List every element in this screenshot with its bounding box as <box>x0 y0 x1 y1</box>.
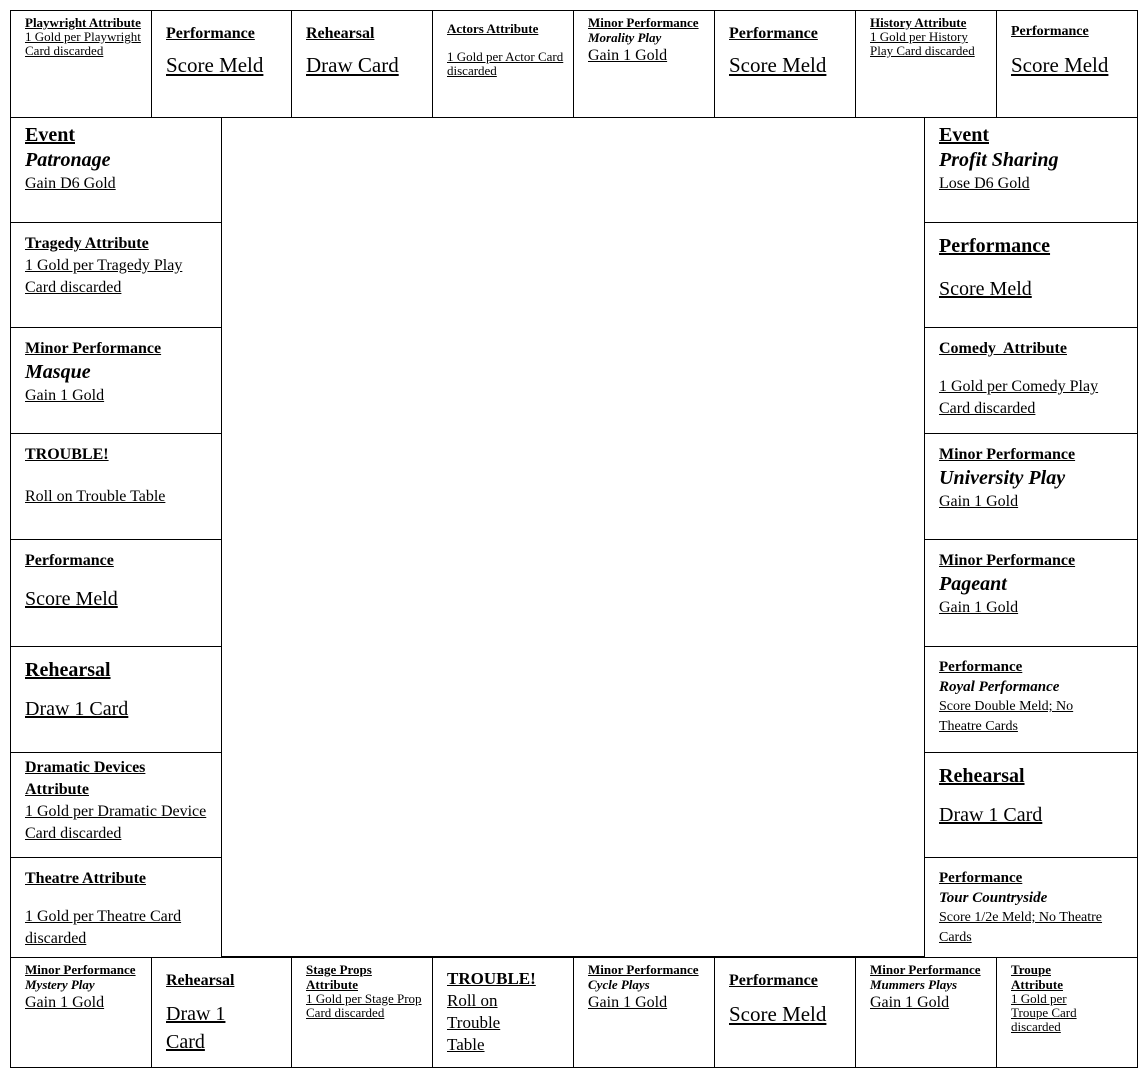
space-title: Performance <box>729 25 818 42</box>
space-title: Stage Props Attribute <box>306 962 372 992</box>
space-actors-attribute[interactable] <box>432 10 574 118</box>
space-subtitle: Morality Play <box>588 30 662 45</box>
space-desc: Gain 1 Gold <box>939 493 1019 510</box>
space-title: Actors Attribute <box>447 21 539 36</box>
space-desc: Draw Card <box>306 53 399 77</box>
space-subtitle: Mystery Play <box>25 977 95 992</box>
space-title: Performance <box>939 659 1023 675</box>
space-performance-left[interactable] <box>10 539 222 647</box>
space-desc: Draw 1 Card <box>939 804 1043 826</box>
space-desc: Score Meld <box>25 588 118 610</box>
space-royal-performance[interactable] <box>924 646 1138 753</box>
space-title: Event <box>25 124 75 146</box>
space-university-play[interactable] <box>924 433 1138 540</box>
space-title: Event <box>939 124 989 146</box>
space-desc: Score Meld <box>939 278 1032 300</box>
space-performance-top-2[interactable] <box>714 10 856 118</box>
space-desc: Score Meld <box>729 1002 827 1026</box>
space-title: Rehearsal <box>939 765 1025 787</box>
space-trouble-left[interactable] <box>10 433 222 540</box>
space-title: Troupe Attribute <box>1011 962 1063 992</box>
space-stage-props-attribute[interactable] <box>291 957 433 1068</box>
space-desc: Gain 1 Gold <box>939 599 1019 616</box>
space-desc: 1 Gold per Playwright Card discarded <box>25 29 141 58</box>
space-title: Performance <box>939 870 1023 886</box>
space-rehearsal-top[interactable] <box>291 10 433 118</box>
space-desc: 1 Gold per Theatre Card discarded <box>25 908 182 947</box>
space-desc: Gain 1 Gold <box>588 994 668 1011</box>
space-desc: 1 Gold per History Play Card discarded <box>870 29 975 58</box>
space-title: Performance <box>939 235 1051 257</box>
space-subtitle: Mummers Plays <box>870 977 958 992</box>
space-subtitle: Pageant <box>939 573 1007 595</box>
space-subtitle: Royal Performance <box>939 679 1060 695</box>
space-comedy-attribute[interactable] <box>924 327 1138 434</box>
space-title: Performance <box>25 552 114 569</box>
space-title: TROUBLE! <box>447 969 536 988</box>
space-performance-bottom[interactable] <box>714 957 856 1068</box>
space-rehearsal-left[interactable] <box>10 646 222 753</box>
space-trouble-bottom[interactable] <box>432 957 574 1068</box>
space-pageant[interactable] <box>924 539 1138 647</box>
space-subtitle: Cycle Plays <box>588 977 650 992</box>
space-morality-play[interactable] <box>573 10 715 118</box>
space-performance-right-1[interactable] <box>924 222 1138 328</box>
space-desc: Gain 1 Gold <box>870 994 950 1011</box>
space-subtitle: Masque <box>25 361 91 383</box>
space-title: Playwright Attribute <box>25 15 141 30</box>
space-troupe-attribute[interactable] <box>996 957 1138 1068</box>
space-desc: Gain 1 Gold <box>25 994 105 1011</box>
space-desc: Gain 1 Gold <box>25 387 105 404</box>
space-tour-countryside[interactable] <box>924 857 1138 958</box>
space-subtitle: Patronage <box>25 149 111 171</box>
space-desc: Lose D6 Gold <box>939 175 1030 192</box>
space-desc: Score Meld <box>1011 53 1109 77</box>
space-desc: Draw 1 Card <box>25 698 129 720</box>
space-title: Minor Performance <box>25 340 162 357</box>
space-mystery-play[interactable] <box>10 957 152 1068</box>
space-title: Comedy Attribute <box>939 340 1067 357</box>
space-desc: Gain 1 Gold <box>588 47 668 64</box>
space-title: Performance <box>729 972 818 989</box>
space-title: Minor Performance <box>25 962 136 977</box>
space-title: Minor Performance <box>588 15 699 30</box>
space-title: Minor Performance <box>939 446 1076 463</box>
space-title: Rehearsal <box>25 659 111 681</box>
space-title: Rehearsal <box>166 972 235 989</box>
board-center <box>221 117 925 957</box>
space-rehearsal-right[interactable] <box>924 752 1138 858</box>
space-title: TROUBLE! <box>25 446 109 463</box>
space-title: Performance <box>166 25 255 42</box>
space-patronage[interactable] <box>10 117 222 223</box>
space-masque[interactable] <box>10 327 222 434</box>
space-desc: 1 Gold per Dramatic Device Card discarded <box>25 803 207 842</box>
space-playwright-attribute[interactable] <box>10 10 152 118</box>
space-subtitle: Profit Sharing <box>939 149 1059 171</box>
space-desc: Score 1/2e Meld; No Theatre Cards <box>939 910 1103 945</box>
space-theatre-attribute[interactable] <box>10 857 222 958</box>
space-title: Minor Performance <box>939 552 1076 569</box>
space-desc: Score Double Meld; No Theatre Cards <box>939 699 1074 734</box>
space-mummers-plays[interactable] <box>855 957 997 1068</box>
space-title: Theatre Attribute <box>25 870 147 887</box>
space-title: Minor Performance <box>588 962 699 977</box>
space-desc: 1 Gold per Troupe Card discarded <box>1011 991 1077 1034</box>
space-desc: 1 Gold per Comedy Play Card discarded <box>939 378 1099 417</box>
space-title: Performance <box>1011 24 1089 39</box>
space-performance-top-1[interactable] <box>151 10 292 118</box>
space-profit-sharing[interactable] <box>924 117 1138 223</box>
space-title: Rehearsal <box>306 25 375 42</box>
space-title: Dramatic Devices Attribute <box>25 759 146 798</box>
space-performance-top-3[interactable] <box>996 10 1138 118</box>
space-desc: 1 Gold per Stage Prop Card discarded <box>306 991 422 1020</box>
space-desc: Draw 1 Card <box>166 1003 226 1053</box>
space-rehearsal-bottom[interactable] <box>151 957 292 1068</box>
space-title: Minor Performance <box>870 962 981 977</box>
space-title: History Attribute <box>870 15 967 30</box>
space-desc: Roll on Trouble Table <box>25 488 166 505</box>
space-desc: Gain D6 Gold <box>25 175 116 192</box>
space-dramatic-devices-attribute[interactable] <box>10 752 222 858</box>
space-history-attribute[interactable] <box>855 10 997 118</box>
space-tragedy-attribute[interactable] <box>10 222 222 328</box>
space-desc: Roll on Trouble Table <box>447 991 501 1054</box>
space-desc: Score Meld <box>166 53 264 77</box>
space-subtitle: Tour Countryside <box>939 890 1048 906</box>
space-desc: Score Meld <box>729 53 827 77</box>
space-title: Tragedy Attribute <box>25 235 149 252</box>
space-desc: 1 Gold per Actor Card discarded <box>447 49 564 78</box>
space-subtitle: University Play <box>939 467 1066 489</box>
space-desc: 1 Gold per Tragedy Play Card discarded <box>25 257 183 296</box>
space-cycle-plays[interactable] <box>573 957 715 1068</box>
